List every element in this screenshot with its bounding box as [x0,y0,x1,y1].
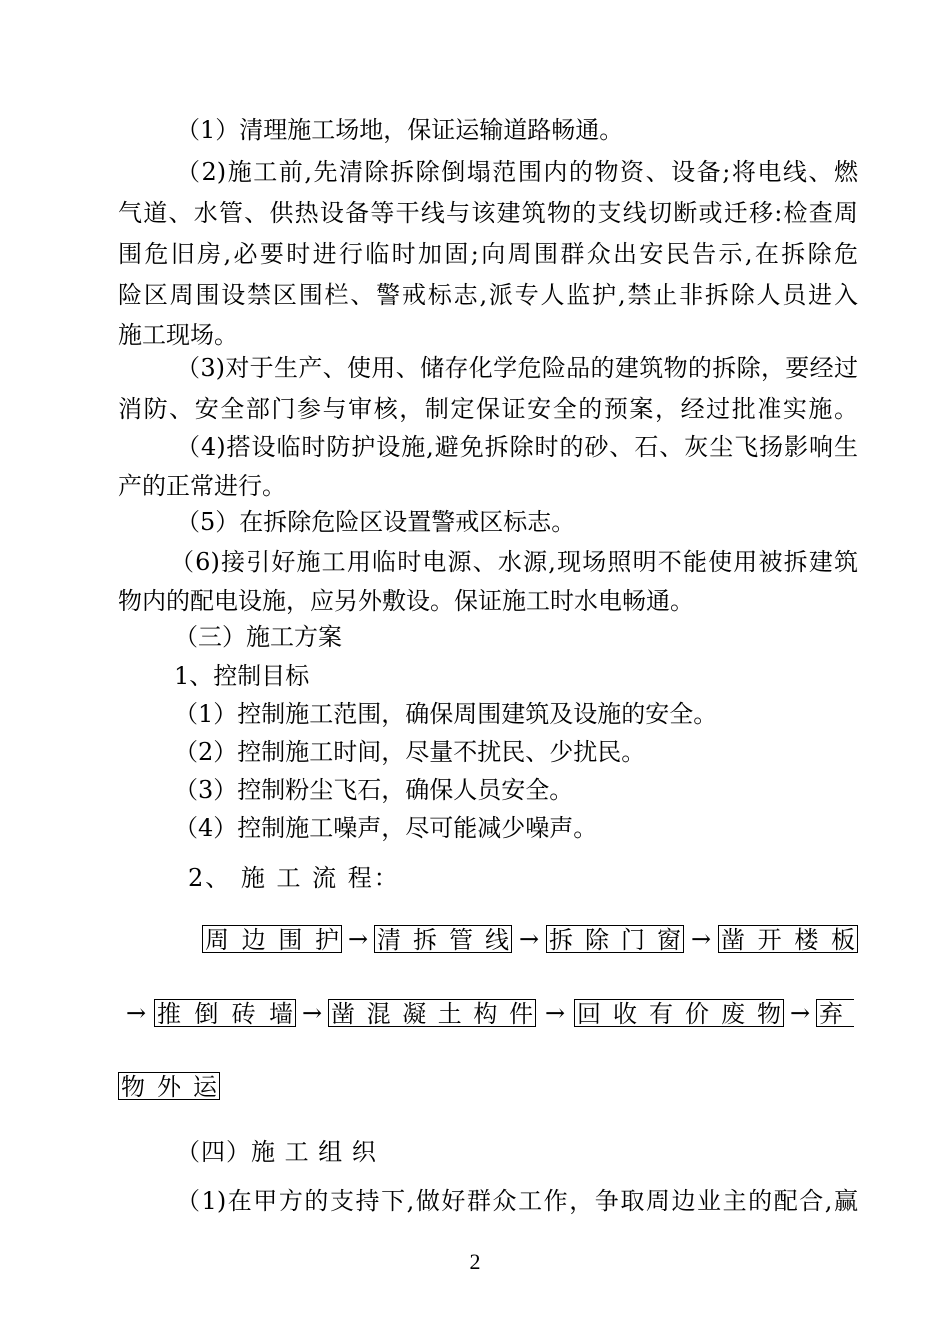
flow-step-6: 凿混凝土构件 [328,999,536,1027]
subheading-construction-flow: 2、 施 工 流 程： [188,864,400,892]
paragraph-3-line-1: （3)对于生产、使用、储存化学危险品的建筑物的拆除，要经过 [176,354,858,382]
paragraph-7: （1)在甲方的支持下,做好群众工作，争取周边业主的配合,赢 [176,1187,858,1215]
paragraph-1: （1）清理施工场地，保证运输道路畅通。 [176,116,624,144]
flow-arrow-icon: → [544,999,566,1027]
paragraph-2-line-2: 气道、水管、供热设备等干线与该建筑物的支线切断或迁移:检查周 [118,199,858,227]
flow-arrow-icon: → [518,925,540,953]
paragraph-4-line-1: （4)搭设临时防护设施,避免拆除时的砂、石、灰尘飞扬影响生 [176,433,858,461]
target-1: （1）控制施工范围，确保周围建筑及设施的安全。 [174,700,718,728]
page-number: 2 [469,1249,481,1274]
section-heading-3: （三）施工方案 [174,623,342,651]
paragraph-6-line-2: 物内的配电设施，应另外敷设。保证施工时水电畅通。 [118,587,694,615]
target-2: （2）控制施工时间，尽量不扰民、少扰民。 [174,738,646,766]
target-4: （4）控制施工噪声，尽可能减少噪声。 [174,814,598,842]
paragraph-2-line-5: 施工现场。 [118,321,238,349]
paragraph-2-line-3: 围危旧房,必要时进行临时加固;向周围群众出安民告示,在拆除危 [118,240,858,268]
flow-arrow-icon: → [125,999,147,1027]
flow-row-1 [202,924,858,954]
paragraph-5: （5）在拆除危险区设置警戒区标志。 [176,508,576,536]
flow-row-3 [118,1072,220,1100]
flow-arrow-icon: → [301,999,323,1027]
paragraph-3-line-2: 消防、安全部门参与审核，制定保证安全的预案，经过批准实施。 [118,395,858,423]
subheading-control-targets: 1、控制目标 [174,662,310,690]
flow-arrow-icon: → [789,999,811,1027]
paragraph-2-line-1: （2)施工前,先清除拆除倒塌范围内的物资、设备;将电线、燃 [176,158,858,186]
paragraph-6-line-1: （6)接引好施工用临时电源、水源,现场照明不能使用被拆建筑 [170,548,858,576]
section-heading-4: （四）施 工 组 织 [176,1138,377,1166]
flow-step-8-start: 弃 [816,999,854,1027]
flow-step-2: 清拆管线 [374,925,512,953]
flow-step-3: 拆除门窗 [546,925,684,953]
flow-step-8-end: 物外运 [118,1072,220,1100]
flow-step-4: 凿开楼板 [718,925,858,953]
flow-step-1: 周边围护 [202,925,342,953]
flow-arrow-icon: → [690,925,712,953]
paragraph-4-line-2: 产的正常进行。 [118,472,286,500]
paragraph-2-line-4: 险区周围设禁区围栏、警戒标志,派专人监护,禁止非拆除人员进入 [118,281,858,309]
flow-row-2 [118,998,854,1028]
flow-step-7: 回收有价废物 [574,999,784,1027]
flow-arrow-icon: → [347,925,369,953]
target-3: （3）控制粉尘飞石，确保人员安全。 [174,776,574,804]
flow-step-5: 推倒砖墙 [154,999,296,1027]
